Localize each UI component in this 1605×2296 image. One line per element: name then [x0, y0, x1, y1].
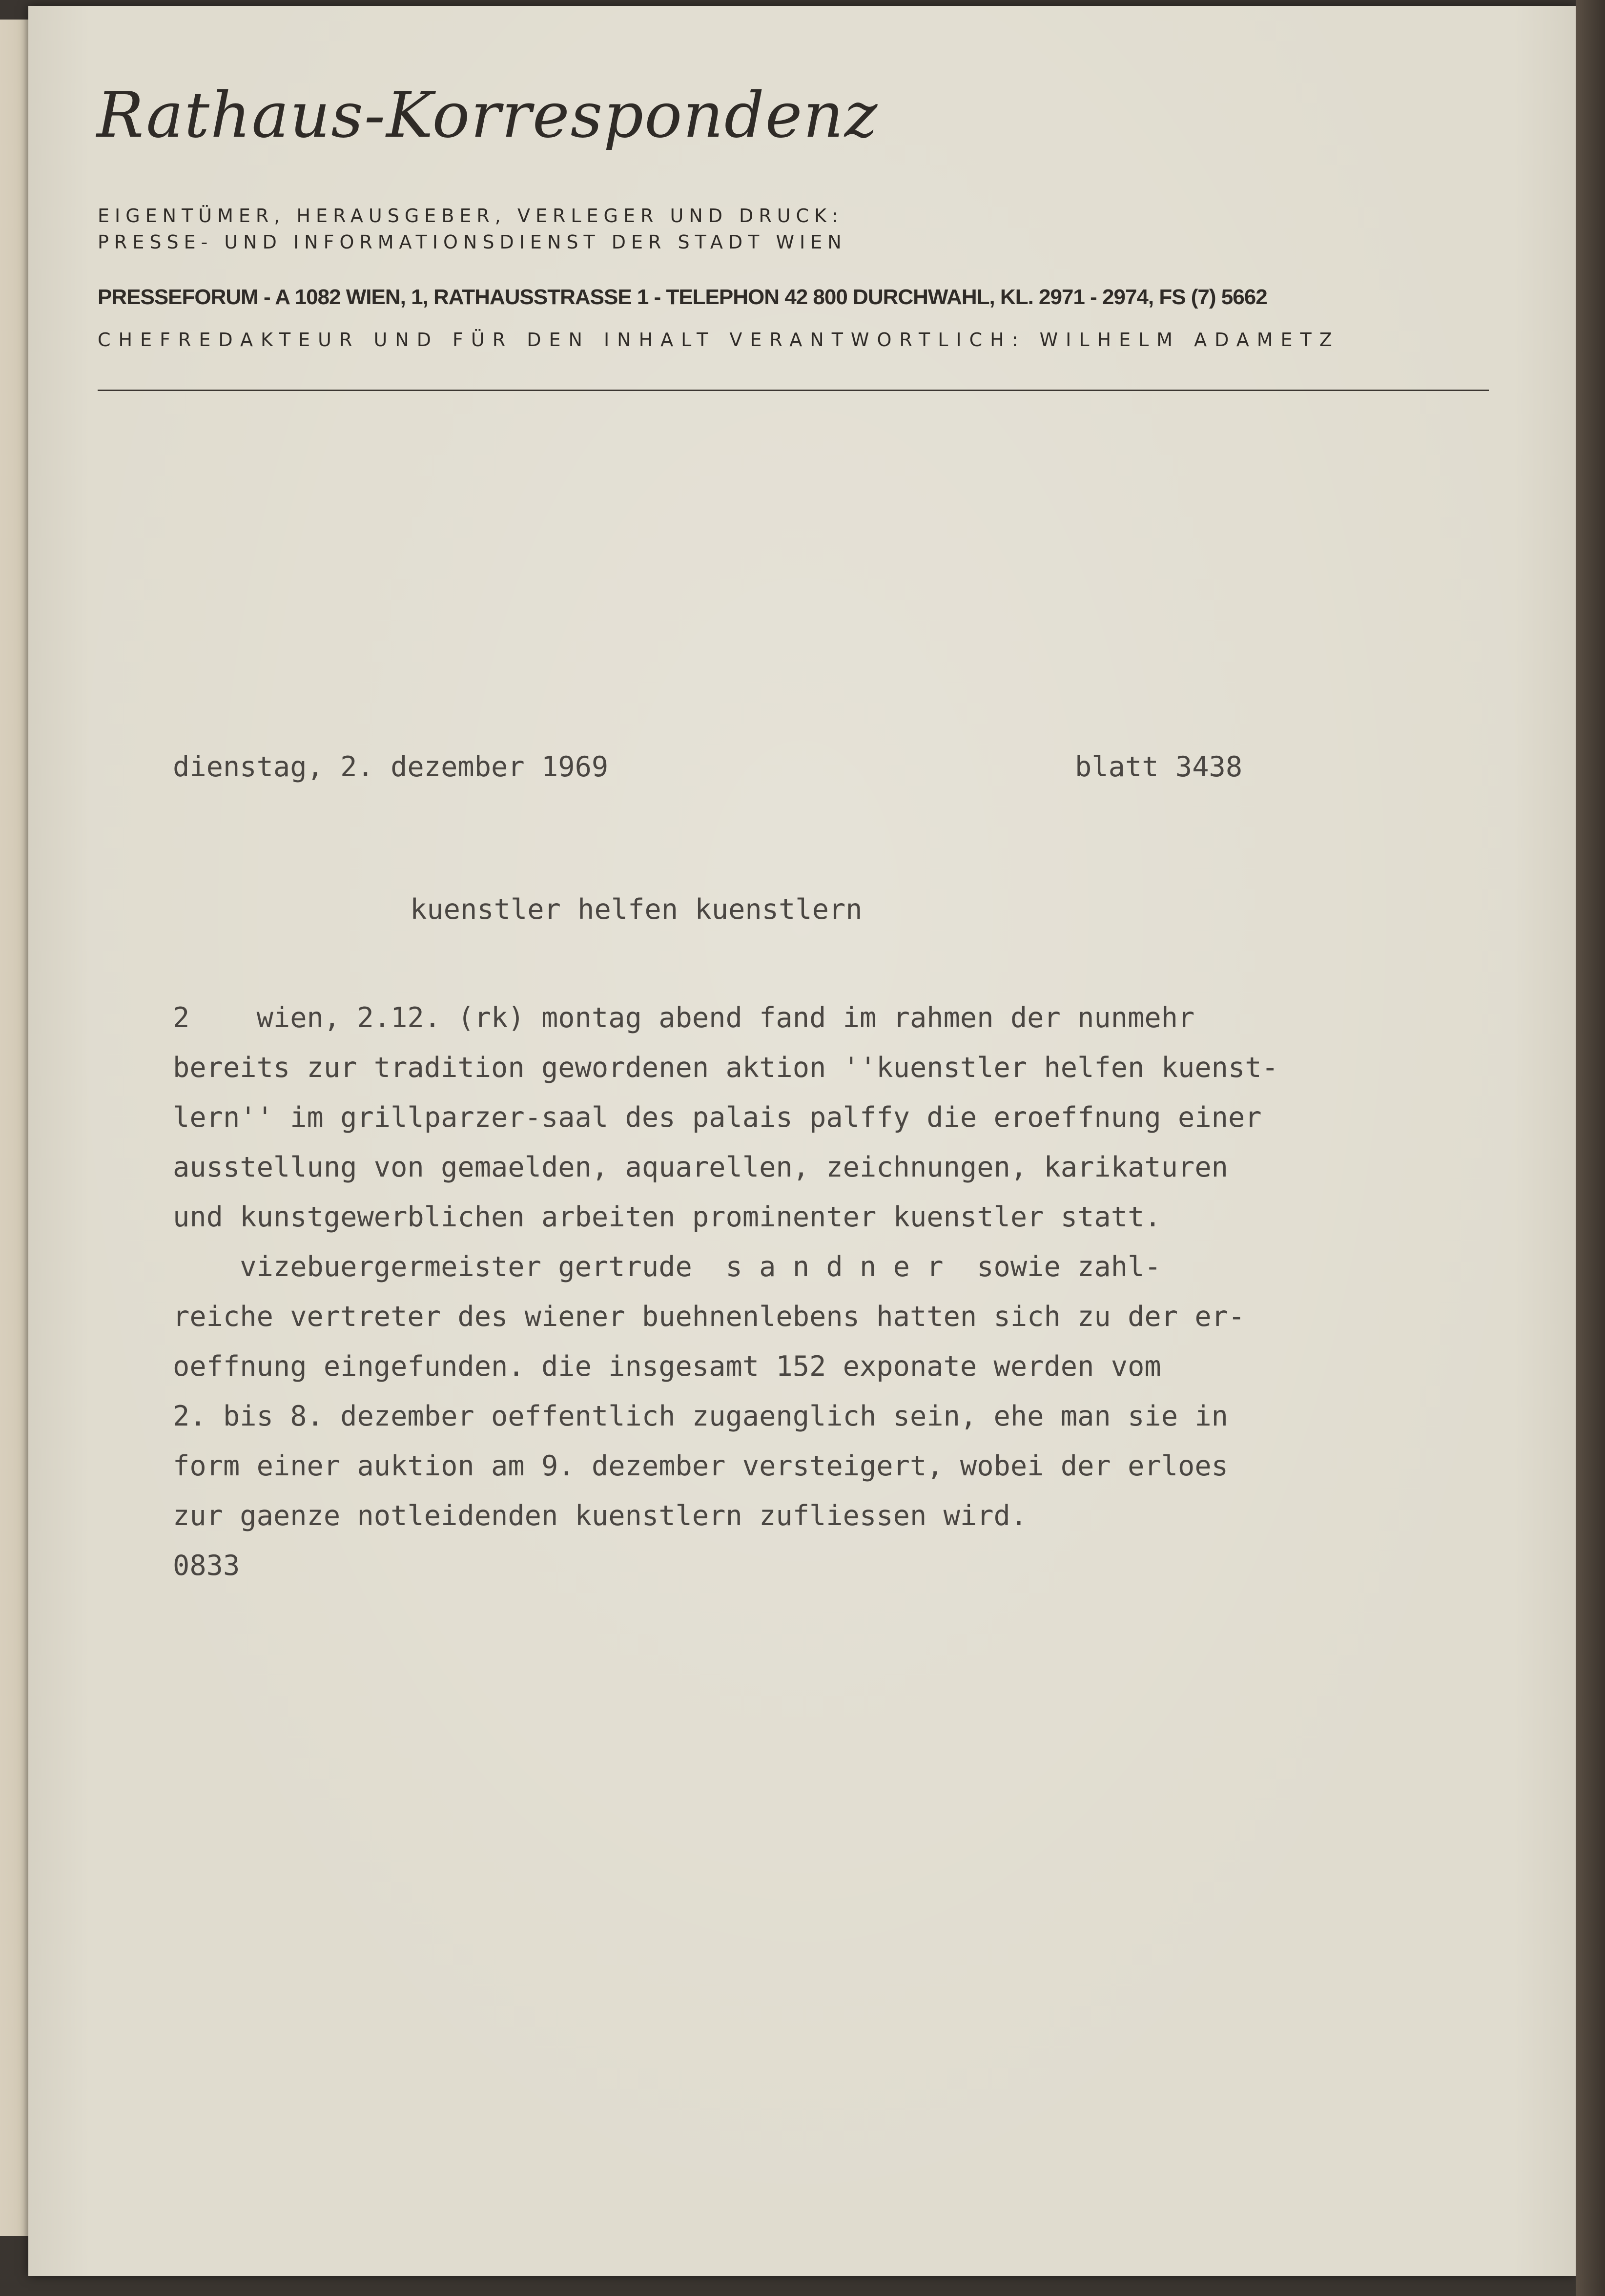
body-line: lern'' im grillparzer-saal des palais palffy die eroeffnung einer [173, 1101, 1262, 1134]
masthead-chief-editor-line: CHEFREDAKTEUR UND FÜR DEN INHALT VERANTWORTLICH: WILHELM ADAMETZ [98, 329, 1340, 351]
binder-edge [1576, 0, 1605, 2296]
body-line: zur gaenze notleidenden kuenstlern zufliessen wird. [173, 1500, 1028, 1532]
article-body [173, 993, 1540, 1591]
article-headline: kuenstler helfen kuenstlern [410, 893, 863, 926]
body-line: 2 wien, 2.12. (rk) montag abend fand im rahmen der nunmehr [173, 1002, 1195, 1034]
masthead-divider [98, 390, 1489, 391]
body-line: reiche vertreter des wiener buehnenlebens hatten sich zu der er- [173, 1301, 1245, 1333]
body-line: 2. bis 8. dezember oeffentlich zugaenglich sein, ehe man sie in [173, 1400, 1228, 1432]
body-line: oeffnung eingefunden. die insgesamt 152 exponate werden vom [173, 1350, 1161, 1383]
body-line: vizebuergermeister gertrude s a n d n e r sowie zahl- [173, 1251, 1161, 1283]
body-line: und kunstgewerblichen arbeiten prominenter kuenstler statt. [173, 1201, 1161, 1233]
date-line: dienstag, 2. dezember 1969 [173, 751, 609, 783]
document-page [28, 6, 1576, 2276]
masthead-owner-line-2: PRESSE- UND INFORMATIONSDIENST DER STADT WIEN [98, 231, 847, 253]
body-line: bereits zur tradition gewordenen aktion ''kuenstler helfen kuenst- [173, 1052, 1278, 1084]
body-line: ausstellung von gemaelden, aquarellen, zeichnungen, karikaturen [173, 1151, 1228, 1183]
body-line: 0833 [173, 1550, 240, 1582]
sheet-number: blatt 3438 [1075, 751, 1243, 783]
masthead-title: Rathaus-Korrespondenz [97, 79, 879, 152]
masthead-owner-line-1: EIGENTÜMER, HERAUSGEBER, VERLEGER UND DRUCK: [98, 205, 844, 227]
body-line: form einer auktion am 9. dezember versteigert, wobei der erloes [173, 1450, 1228, 1482]
masthead-address-line: PRESSEFORUM - A 1082 WIEN, 1, RATHAUSSTRASSE 1 - TELEPHON 42 800 DURCHWAHL, KL. 2971 - 2974, FS (7) 5662 [98, 285, 1267, 309]
